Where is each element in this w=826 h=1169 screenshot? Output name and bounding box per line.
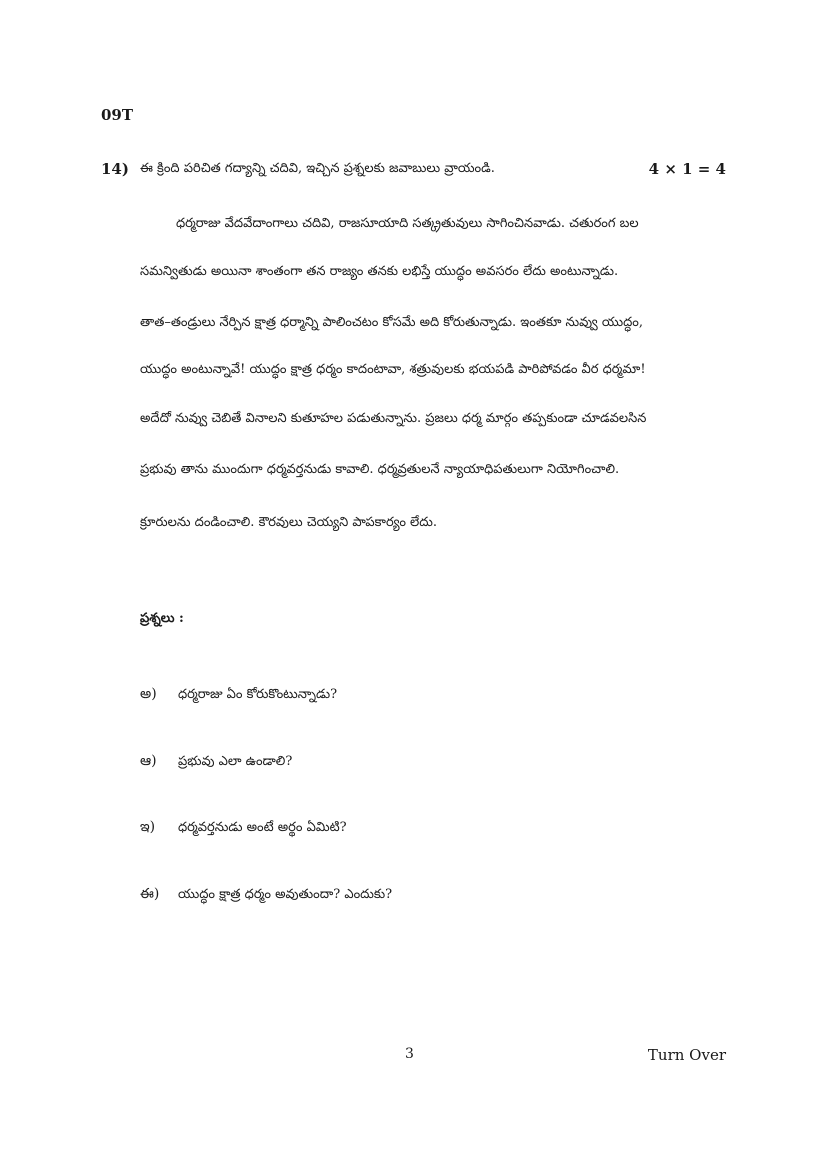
question-instruction: ఈ క్రింది పరిచిత గద్యాన్ని చదివి, ఇచ్చిన ప్రశ్నలకు జవాబులు వ్రాయండి. bbox=[140, 161, 495, 176]
passage-line: అదేదో నువ్వు చెబితే వినాలని కుతూహల పడుతున్నాను. ప్రజలు ధర్మ మార్గం తప్పకుండా చూడవలసిన bbox=[140, 411, 647, 426]
item-text: యుద్ధం క్షాత్ర ధర్మం అవుతుందా? ఎందుకు? bbox=[178, 887, 393, 902]
turn-over-label: Turn Over bbox=[647, 1046, 726, 1064]
item-text: ప్రభువు ఎలా ఉండాలి? bbox=[178, 754, 293, 769]
passage-line: తాత–తండ్రులు నేర్పిన క్షాత్ర ధర్మాన్ని పాలించటం కోసమే అది కోరుతున్నాడు. ఇంతకూ నువ్వు యుద్ధం, bbox=[140, 315, 643, 330]
passage-line: క్రూరులను దండించాలి. కౌరవులు చెయ్యని పాపకార్యం లేదు. bbox=[140, 515, 438, 530]
list-item bbox=[140, 886, 393, 905]
passage-line: యుద్ధం అంటున్నావే! యుద్ధం క్షాత్ర ధర్మం కాదంటావా, శత్రువులకు భయపడి పారిపోవడం వీర ధర్మమా! bbox=[140, 362, 646, 377]
question-marks: 4 × 1 = 4 bbox=[648, 160, 726, 178]
passage-line: ప్రభువు తాను ముందుగా ధర్మవర్తనుడు కావాలి. ధర్మవ్రతులనే న్యాయాధిపతులుగా నియోగించాలి. bbox=[140, 462, 620, 477]
passage-line: ధర్మరాజు వేదవేదాంగాలు చదివి, రాజసూయాది సత్క్రతువులు సాగించినవాడు. చతురంగ బల bbox=[176, 216, 639, 231]
list-item bbox=[140, 819, 347, 838]
item-marker: అ) bbox=[140, 686, 157, 702]
item-text: ధర్మరాజు ఏం కోరుకొంటున్నాడు? bbox=[178, 687, 338, 702]
list-item bbox=[140, 686, 338, 705]
item-text: ధర్మవర్తనుడు అంటే అర్థం ఏమిటి? bbox=[178, 820, 347, 835]
question-number: 14) bbox=[101, 160, 129, 178]
item-marker: ఇ) bbox=[140, 819, 156, 835]
item-marker: ఈ) bbox=[140, 886, 160, 902]
paper-code: 09T bbox=[101, 106, 134, 124]
list-item bbox=[140, 753, 293, 772]
page-number: 3 bbox=[405, 1046, 414, 1062]
passage-line: సమన్వితుడు అయినా శాంతంగా తన రాజ్యం తనకు లభిస్తే యుద్ధం అవసరం లేదు అంటున్నాడు. bbox=[140, 264, 619, 279]
questions-heading: ప్రశ్నలు : bbox=[140, 611, 184, 626]
item-marker: ఆ) bbox=[140, 753, 157, 769]
